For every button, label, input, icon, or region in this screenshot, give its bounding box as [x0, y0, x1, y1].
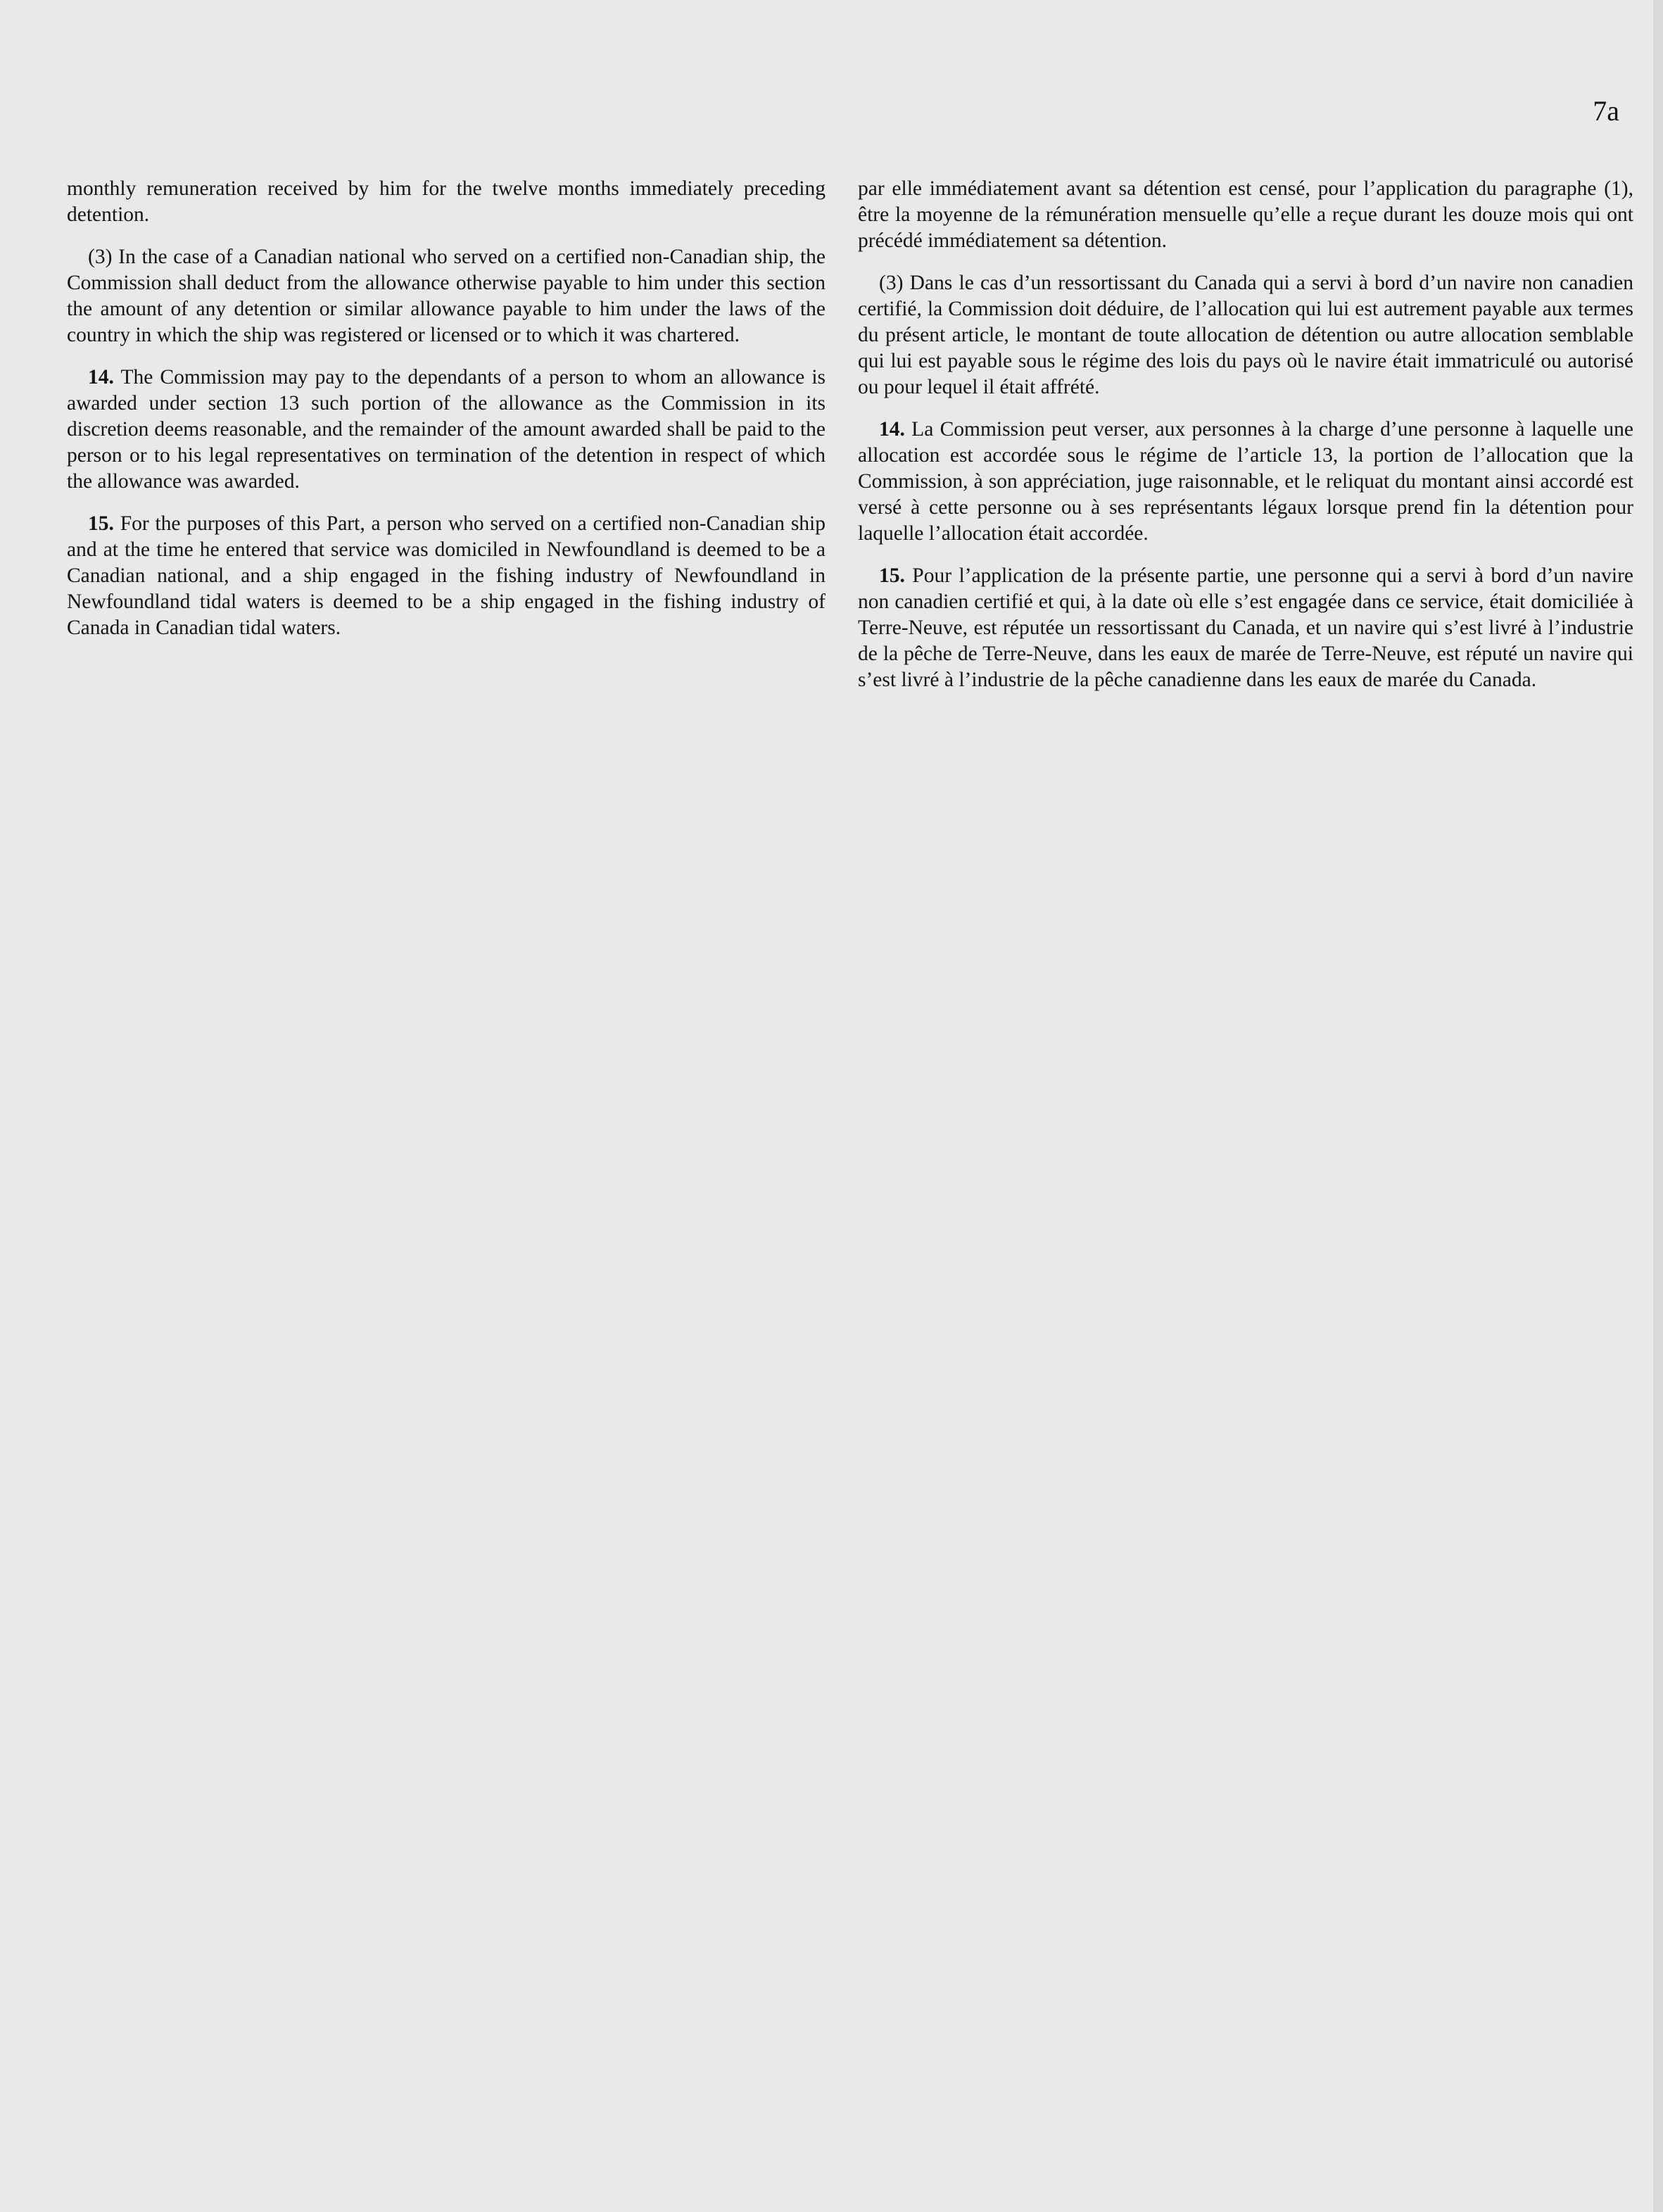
- section-text: The Commission may pay to the dependants of a person to whom an allowance is awarded under section 13 such portion of the allowance as the Commission in its discretion deems reasonable, and the remainder of the amount awarded shall be paid to the person or to his legal representatives on termination of the detention in respect of which the allowance was awarded.: [67, 366, 826, 493]
- section-number: 15.: [88, 512, 114, 535]
- paragraph-continuation: monthly remuneration received by him for the twelve months immediately preceding detention.: [67, 177, 826, 226]
- section-number: 15.: [879, 564, 905, 587]
- section-15-paragraph: [858, 563, 1633, 693]
- section-number: 14.: [879, 418, 905, 441]
- section-text: For the purposes of this Part, a person who served on a certified non-Canadian ship and at the time he entered that service was domiciled in Newfoundland is deemed to be a Canadian national, and a ship engaged in the fishing industry of Newfoundland in Newfoundland tidal waters is deemed to be a ship engaged in the fishing industry of Canada in Canadian tidal waters.: [67, 512, 826, 639]
- section-14-paragraph: [858, 417, 1633, 547]
- french-column: [858, 176, 1633, 709]
- section-14-paragraph: [67, 365, 826, 495]
- section-text: Pour l’application de la présente partie, une personne qui a servi à bord d’un navire non canadien certifié et qui, à la date où elle s’est engagée dans ce service, était domiciliée à Terre-Neuve, est réputée un ressortissant du Canada, et un navire qui s’est livré à l’industrie de la pêche de Terre-Neuve, dans les eaux de marée de Terre-Neuve, est réputé un navire qui s’est livré à l’industrie de la pêche canadienne dans les eaux de marée du Canada.: [858, 564, 1634, 691]
- english-column: [67, 176, 826, 657]
- paragraph-subsection-3: (3) In the case of a Canadian national who served on a certified non-Canadian ship, the Commission shall deduct from the allowance otherwise payable to him under this section the amount of any detention or similar allowance payable to him under the laws of the country in which the ship was registered or licensed or to which it was chartered.: [67, 246, 826, 346]
- page-number: 7a: [1593, 95, 1619, 127]
- paragraph-subsection-3: (3) Dans le cas d’un ressortissant du Canada qui a servi à bord d’un navire non canadien certifié, la Commission doit déduire, de l’allocation qui lui est autrement payable aux termes du présent article, le montant de toute allocation de détention ou autre allocation semblable qui lui est payable sous le régime des lois du pays où le navire était immatriculé ou autorisé ou pour lequel il était affrété.: [858, 272, 1633, 398]
- page-edge: [1653, 0, 1663, 2212]
- section-number: 14.: [88, 366, 114, 388]
- section-15-paragraph: [67, 511, 826, 641]
- section-text: La Commission peut verser, aux personnes à la charge d’une personne à laquelle une allocation est accordée sous le régime de l’article 13, la portion de l’allocation que la Commission, à son appréciation, juge raisonnable, et le reliquat du montant ainsi accordé est versé à cette personne ou à ses représentants légaux lorsque prend fin la détention pour laquelle l’allocation était accordée.: [858, 418, 1633, 545]
- paragraph-continuation: par elle immédiatement avant sa détention est censé, pour l’application du paragraphe (1), être la moyenne de la rémunération mensuelle qu’elle a reçue durant les douze mois qui ont précédé immédiatement sa détention.: [858, 177, 1633, 252]
